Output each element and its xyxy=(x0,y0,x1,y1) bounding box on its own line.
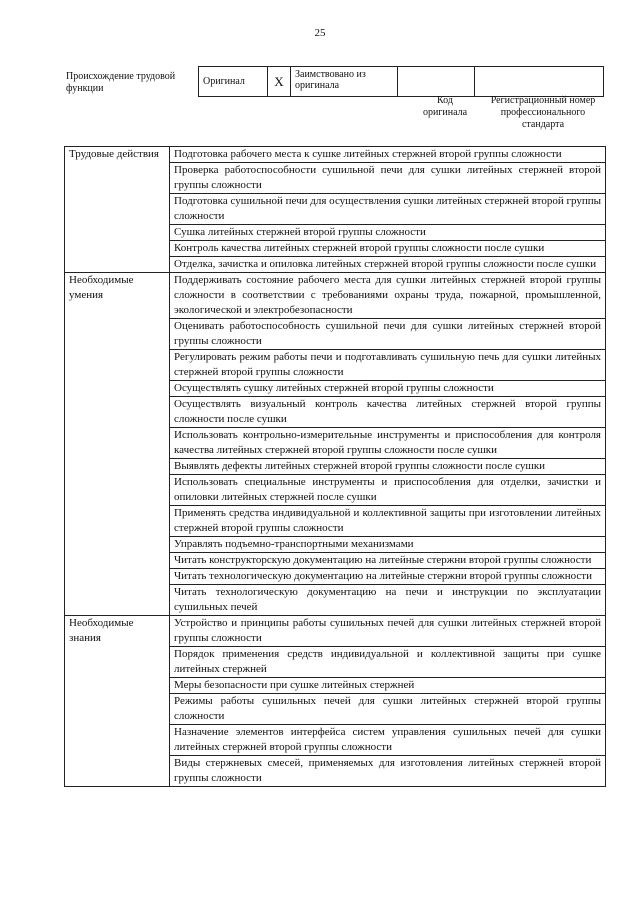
section-item: Осуществлять визуальный контроль качества литейных стержней второй группы сложности после сушки xyxy=(170,397,606,428)
section-item: Управлять подъемно-транспортными механизмами xyxy=(170,537,606,553)
section-item: Порядок применения средств индивидуальной и коллективной защиты при сушке литейных стержней xyxy=(170,647,606,678)
labor-function-table-body xyxy=(65,147,606,787)
section-item: Осуществлять сушку литейных стержней второй группы сложности xyxy=(170,381,606,397)
section-category: Необходимые знания xyxy=(65,616,170,787)
section-item: Подготовка рабочего места к сушке литейных стержней второй группы сложности xyxy=(170,147,606,163)
origin-label: Происхождение трудовой функции xyxy=(66,71,176,94)
section-item: Виды стержневых смесей, применяемых для изготовления литейных стержней второй группы сложности xyxy=(170,756,606,787)
table-row xyxy=(65,616,606,647)
original-cell: Оригинал xyxy=(199,67,268,97)
section-item: Выявлять дефекты литейных стержней второй группы сложности после сушки xyxy=(170,459,606,475)
section-item: Меры безопасности при сушке литейных стержней xyxy=(170,678,606,694)
section-item: Регулировать режим работы печи и подготавливать сушильную печь для сушки литейных стержней второй группы сложности xyxy=(170,350,606,381)
labor-function-table xyxy=(64,146,606,787)
table-row xyxy=(65,147,606,163)
table-row xyxy=(65,273,606,319)
section-item: Использовать специальные инструменты и приспособления для отделки, зачистки и опиловки литейных стержней после сушки xyxy=(170,475,606,506)
original-mark: X xyxy=(268,67,291,97)
code-caption: Код оригинала xyxy=(422,95,468,118)
section-item: Проверка работоспособности сушильной печи для сушки литейных стержней второй группы сложности xyxy=(170,163,606,194)
section-item: Читать технологическую документацию на печи и инструкции по эксплуатации сушильных печей xyxy=(170,585,606,616)
section-item: Применять средства индивидуальной и коллективной защиты при изготовлении литейных стержней второй группы сложности xyxy=(170,506,606,537)
borrowed-cell: Заимствовано из оригинала xyxy=(291,67,398,97)
code-cell xyxy=(398,67,475,97)
section-item: Отделка, зачистка и опиловка литейных стержней второй группы сложности после сушки xyxy=(170,257,606,273)
section-item: Читать конструкторскую документацию на литейные стержни второй группы сложности xyxy=(170,553,606,569)
section-item: Устройство и принципы работы сушильных печей для сушки литейных стержней второй группы сложности xyxy=(170,616,606,647)
section-item: Назначение элементов интерфейса систем управления сушильных печей для сушки литейных стержней второй группы сложности xyxy=(170,725,606,756)
reg-number-caption: Регистрационный номер профессионального стандарта xyxy=(490,95,596,130)
page-number: 25 xyxy=(314,27,326,39)
section-item: Режимы работы сушильных печей для сушки литейных стержней второй группы сложности xyxy=(170,694,606,725)
section-item: Поддерживать состояние рабочего места для сушки литейных стержней второй группы сложности в соответствии с требованиями охраны труда, пожарной, промышленной, экологической и электробезопасности xyxy=(170,273,606,319)
section-category: Необходимые умения xyxy=(65,273,170,616)
section-item: Сушка литейных стержней второй группы сложности xyxy=(170,225,606,241)
section-item: Использовать контрольно-измерительные инструменты и приспособления для контроля качества литейных стержней второй группы сложности после сушки xyxy=(170,428,606,459)
section-item: Читать технологическую документацию на литейные стержни второй группы сложности xyxy=(170,569,606,585)
section-category: Трудовые действия xyxy=(65,147,170,273)
section-item: Подготовка сушильной печи для осуществления сушки литейных стержней второй группы сложности xyxy=(170,194,606,225)
origin-table xyxy=(198,66,604,97)
section-item: Оценивать работоспособность сушильной печи для сушки литейных стержней второй группы сложности xyxy=(170,319,606,350)
reg-number-cell xyxy=(475,67,604,97)
section-item: Контроль качества литейных стержней второй группы сложности после сушки xyxy=(170,241,606,257)
